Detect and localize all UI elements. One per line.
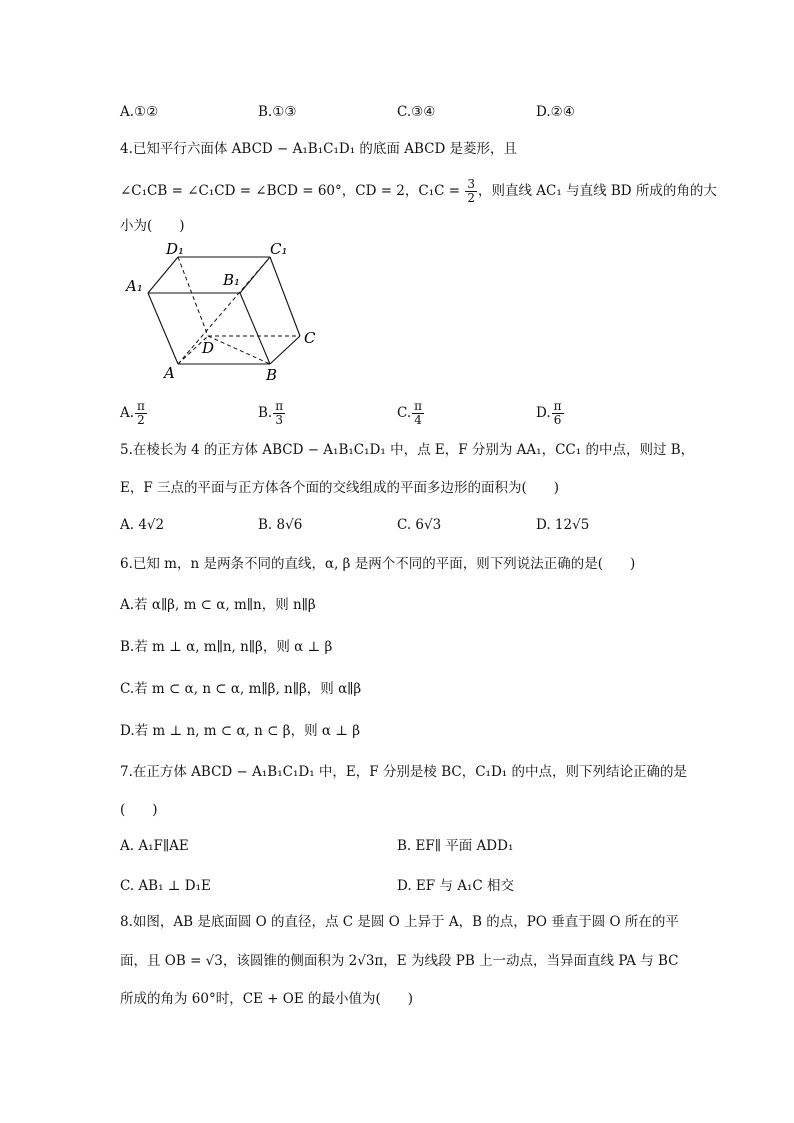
parallelepiped-figure [120,240,330,390]
q4-c1c-fraction [465,178,477,205]
q7-stem-line2: ( ) [120,802,158,818]
q7-option-a: A. A₁F∥AE [120,838,189,854]
q3-option-c: C.③④ [397,104,436,120]
q4-stem-line2-b: ，则直线 AC₁ 与直线 BD 所成的角的大 [478,183,717,199]
fraction-denominator: 2 [137,413,145,427]
label-a: A [164,364,175,382]
q6-stem-line1: 6.已知 m，n 是两条不同的直线，α, β 是两个不同的平面，则下列说法正确的是( ) [120,556,636,572]
q5-stem-line2: E，F 三点的平面与正方体各个面的交线组成的平面多边形的面积为( ) [120,480,560,496]
fraction-denominator: 3 [275,413,283,427]
label-d1: D₁ [166,240,185,258]
q5-option-b: B. 8√6 [258,517,303,533]
option-fraction [412,400,424,427]
q4-option-c [397,400,425,427]
option-prefix: C. [397,405,412,421]
option-prefix: D. [536,405,551,421]
q3-option-b: B.①③ [258,104,297,120]
q7-option-d: D. EF 与 A₁C 相交 [397,878,515,894]
fraction-numerator: π [275,399,284,413]
q7-option-c: C. AB₁ ⊥ D₁E [120,878,211,894]
fraction-denominator: 6 [553,413,562,427]
edge-bc [270,336,300,364]
option-prefix: B. [258,405,273,421]
fraction-numerator: π [137,399,145,413]
q7-stem-line1: 7.在正方体 ABCD − A₁B₁C₁D₁ 中，E，F 分别是棱 BC，C₁D₁ 的中点，则下列结论正确的是 [120,764,687,780]
fraction-numerator: π [414,399,423,413]
q4-stem-line2 [120,178,717,205]
q4-stem-line3: 小为( ) [120,218,185,234]
fraction-numerator: π [553,399,562,413]
option-prefix: A. [120,405,135,421]
q6-option-a: A.若 α∥β, m ⊂ α, m∥n，则 n∥β [120,597,316,613]
option-fraction [552,400,564,427]
fraction-denominator: 2 [467,191,475,205]
q4-option-d [536,400,565,427]
q8-stem-line3: 所成的角为 60°时，CE + OE 的最小值为( ) [120,991,414,1007]
edge-a1a [148,293,178,364]
option-fraction [135,400,147,427]
q5-option-a: A. 4√2 [120,517,165,533]
q6-option-d: D.若 m ⊥ n, m ⊂ α, n ⊂ β，则 α ⊥ β [120,723,361,739]
diagonal-db [208,336,270,364]
fraction-numerator: 3 [467,177,475,191]
label-b: B [266,366,278,384]
q5-option-d: D. 12√5 [536,517,590,533]
q4-option-b [258,400,286,427]
fraction-denominator: 4 [414,413,422,427]
label-c: C [304,329,316,347]
q4-option-a [120,400,148,427]
q3-option-a: A.①② [120,104,159,120]
label-d: D [202,339,215,357]
edge-d1d [178,257,208,336]
edge-b1b [240,293,270,364]
q5-stem-line1: 5.在棱长为 4 的正方体 ABCD − A₁B₁C₁D₁ 中，点 E，F 分别为 AA₁，CC₁ 的中点，则过 B， [120,442,695,458]
label-a1: A₁ [126,277,143,295]
q7-option-b: B. EF∥ 平面 ADD₁ [397,838,514,854]
q8-stem-line1: 8.如图，AB 是底面圆 O 的直径，点 C 是圆 O 上异于 A，B 的点，PO 垂直于圆 O 所在的平 [120,914,679,930]
q4-stem-line1: 4.已知平行六面体 ABCD − A₁B₁C₁D₁ 的底面 ABCD 是菱形，且 [120,141,518,157]
label-c1: C₁ [270,240,288,258]
label-b1: B₁ [223,271,241,289]
q6-option-c: C.若 m ⊂ α, n ⊂ α, m∥β, n∥β，则 α∥β [120,681,362,697]
q3-option-d: D.②④ [536,104,575,120]
edge-c1c [270,257,300,336]
option-fraction [273,400,285,427]
edge-a1d1 [148,257,178,293]
q6-option-b: B.若 m ⊥ α, m∥n, n∥β，则 α ⊥ β [120,639,333,655]
q4-stem-line2-a: ∠C₁CB = ∠C₁CD = ∠BCD = 60°，CD = 2，C₁C = [120,183,465,199]
q8-stem-line2: 面，且 OB = √3，该圆锥的侧面积为 2√3π，E 为线段 PB 上一动点，当异面直线 PA 与 BC [120,953,679,969]
q5-option-c: C. 6√3 [397,517,442,533]
